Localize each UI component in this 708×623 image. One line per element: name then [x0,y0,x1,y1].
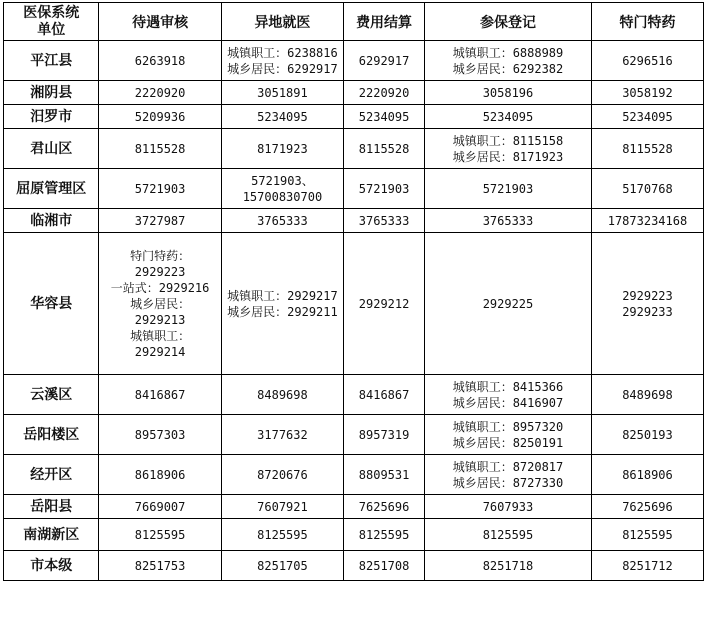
enrollment-cell [425,129,592,169]
remote-medical-cell [221,233,343,375]
phone-text: 2220920 [358,85,410,100]
phone-text: 城镇职工： [130,328,191,343]
phone-text: 8251753 [134,558,186,573]
expense-settlement-cell [344,209,425,233]
enrollment-cell [425,375,592,415]
phone-text: 城镇职工：6238816 [227,45,338,60]
enrollment-cell [425,455,592,495]
special-drugs-cell [591,169,703,209]
phone-text: 8250193 [622,427,673,442]
phone-text: 15700830700 [242,189,323,204]
remote-medical-cell [221,41,343,81]
phone-text: 3058196 [482,85,534,100]
remote-medical-cell [221,81,343,105]
phone-text: 5721903 [358,181,410,196]
contact-table [3,2,704,581]
phone-text: 8251705 [257,558,308,573]
table-row [4,233,704,375]
phone-text: 17873234168 [607,213,688,228]
special-drugs-cell [591,209,703,233]
enrollment-cell [425,519,592,551]
phone-text: 6296516 [622,53,673,68]
table-row [4,129,704,169]
phone-text: 8251708 [358,558,410,573]
phone-text: 8489698 [622,387,673,402]
expense-settlement-cell [344,415,425,455]
remote-medical-cell [221,375,343,415]
unit-name-cell: 岳阳楼区 [4,415,99,455]
benefit-review-cell [99,81,221,105]
phone-text: 5721903 [134,181,186,196]
phone-text: 城乡居民：8727330 [452,475,564,490]
phone-text: 5234095 [358,109,410,124]
phone-text: 8416867 [358,387,410,402]
benefit-review-cell [99,551,221,581]
phone-text: 8125595 [622,527,673,542]
phone-text: 8416867 [134,387,186,402]
phone-text: 8720676 [257,467,308,482]
benefit-review-cell [99,233,221,375]
phone-text: 5721903 [482,181,534,196]
unit-name-cell: 平江县 [4,41,99,81]
benefit-review-cell [99,41,221,81]
phone-text: 城镇职工：6888989 [452,45,564,60]
special-drugs-cell [591,129,703,169]
enrollment-cell [425,41,592,81]
header-text: 参保登记 [479,14,536,31]
phone-text: 8171923 [257,141,308,156]
table-row [4,375,704,415]
remote-medical-cell [221,455,343,495]
phone-text: 8125595 [134,527,186,542]
phone-text: 城乡居民：8250191 [452,435,564,450]
header-remote-medical [221,3,343,41]
phone-text: 8809531 [358,467,410,482]
phone-text: 7607921 [257,499,308,514]
phone-text: 3058192 [622,85,673,100]
table-row [4,209,704,233]
header-text: 异地就医 [254,14,311,31]
enrollment-cell [425,233,592,375]
phone-text: 8957319 [358,427,410,442]
table-row [4,41,704,81]
phone-text: 特门特药： [130,248,191,263]
special-drugs-cell [591,375,703,415]
phone-text: 7669007 [134,499,186,514]
phone-text: 3051891 [257,85,308,100]
phone-text: 5234095 [257,109,308,124]
phone-text: 6292917 [358,53,410,68]
header-text: 特门特药 [619,14,676,31]
special-drugs-cell [591,81,703,105]
expense-settlement-cell [344,129,425,169]
phone-text: 5209936 [134,109,186,124]
enrollment-cell [425,415,592,455]
enrollment-cell [425,169,592,209]
header-text: 单位 [37,21,66,38]
unit-name-cell: 华容县 [4,233,99,375]
header-text: 待遇审核 [132,14,189,31]
phone-text: 城镇职工：8720817 [452,459,564,474]
table-row [4,169,704,209]
expense-settlement-cell [344,169,425,209]
remote-medical-cell [221,105,343,129]
unit-name-cell: 云溪区 [4,375,99,415]
expense-settlement-cell [344,41,425,81]
phone-text: 8957303 [134,427,186,442]
benefit-review-cell [99,209,221,233]
table-row [4,519,704,551]
phone-text: 8115528 [622,141,673,156]
enrollment-cell [425,105,592,129]
phone-text: 一站式：2929216 [110,280,210,295]
expense-settlement-cell [344,375,425,415]
header-enrollment [425,3,592,41]
phone-text: 城乡居民：8416907 [452,395,564,410]
remote-medical-cell [221,495,343,519]
phone-text: 8489698 [257,387,308,402]
table-body [4,41,704,581]
expense-settlement-cell [344,105,425,129]
header-text: 医保系统 [23,4,80,21]
unit-name-cell: 汨罗市 [4,105,99,129]
unit-name-cell: 经开区 [4,455,99,495]
benefit-review-cell [99,519,221,551]
phone-text: 6263918 [134,53,186,68]
benefit-review-cell [99,169,221,209]
unit-name-cell: 君山区 [4,129,99,169]
header-row [4,3,704,41]
header-expense-settlement [344,3,425,41]
phone-text: 8618906 [134,467,186,482]
enrollment-cell [425,81,592,105]
phone-text: 2929212 [358,296,410,311]
enrollment-cell [425,551,592,581]
expense-settlement-cell [344,519,425,551]
benefit-review-cell [99,105,221,129]
remote-medical-cell [221,129,343,169]
phone-text: 3765333 [358,213,410,228]
phone-text: 城乡居民：6292917 [227,61,338,76]
phone-text: 城乡居民：2929211 [227,304,338,319]
phone-text: 8115528 [358,141,410,156]
table-row [4,495,704,519]
phone-text: 7625696 [622,499,673,514]
remote-medical-cell [221,551,343,581]
table-row [4,105,704,129]
phone-text: 7607933 [482,499,534,514]
enrollment-cell [425,495,592,519]
phone-text: 8125595 [482,527,534,542]
expense-settlement-cell [344,551,425,581]
phone-text: 2929223 [134,264,186,279]
phone-text: 5234095 [482,109,534,124]
table-row [4,551,704,581]
unit-name-cell: 屈原管理区 [4,169,99,209]
special-drugs-cell [591,551,703,581]
phone-text: 3727987 [134,213,186,228]
phone-text: 8125595 [257,527,308,542]
phone-text: 城镇职工：8415366 [452,379,564,394]
remote-medical-cell [221,415,343,455]
expense-settlement-cell [344,81,425,105]
phone-text: 城镇职工：8957320 [452,419,564,434]
benefit-review-cell [99,495,221,519]
header-special-drugs [591,3,703,41]
remote-medical-cell [221,209,343,233]
header-text: 费用结算 [356,14,413,31]
phone-text: 8618906 [622,467,673,482]
phone-text: 3177632 [257,427,308,442]
phone-text: 2929225 [482,296,534,311]
expense-settlement-cell [344,495,425,519]
unit-name-cell: 岳阳县 [4,495,99,519]
phone-text: 5234095 [622,109,673,124]
remote-medical-cell [221,169,343,209]
phone-text: 3765333 [482,213,534,228]
phone-text: 8125595 [358,527,410,542]
unit-name-cell: 湘阴县 [4,81,99,105]
special-drugs-cell [591,41,703,81]
table-row [4,455,704,495]
expense-settlement-cell [344,455,425,495]
enrollment-cell [425,209,592,233]
phone-text: 2929223 [622,288,673,303]
unit-name-cell: 南湖新区 [4,519,99,551]
table-row [4,415,704,455]
phone-text: 3765333 [257,213,308,228]
benefit-review-cell [99,129,221,169]
phone-text: 城乡居民： [130,296,191,311]
phone-text: 城镇职工：2929217 [227,288,338,303]
special-drugs-cell [591,455,703,495]
phone-text: 5170768 [622,181,673,196]
benefit-review-cell [99,375,221,415]
expense-settlement-cell [344,233,425,375]
phone-text: 城镇职工：8115158 [452,133,564,148]
unit-name-cell: 市本级 [4,551,99,581]
phone-text: 城乡居民：6292382 [452,61,564,76]
remote-medical-cell [221,519,343,551]
table-row [4,81,704,105]
special-drugs-cell [591,519,703,551]
benefit-review-cell [99,415,221,455]
phone-text: 城乡居民：8171923 [452,149,564,164]
table-header [4,3,704,41]
phone-text: 7625696 [358,499,410,514]
phone-text: 8115528 [134,141,186,156]
benefit-review-cell [99,455,221,495]
header-benefit-review [99,3,221,41]
phone-text: 5721903、 [251,173,314,188]
unit-name-cell: 临湘市 [4,209,99,233]
phone-text: 2929233 [622,304,673,319]
phone-text: 2929214 [134,344,186,359]
header-unit [4,3,99,41]
phone-text: 8251718 [482,558,534,573]
phone-text: 2220920 [134,85,186,100]
phone-text: 2929213 [134,312,186,327]
special-drugs-cell [591,415,703,455]
phone-text: 8251712 [622,558,673,573]
special-drugs-cell [591,233,703,375]
special-drugs-cell [591,105,703,129]
special-drugs-cell [591,495,703,519]
